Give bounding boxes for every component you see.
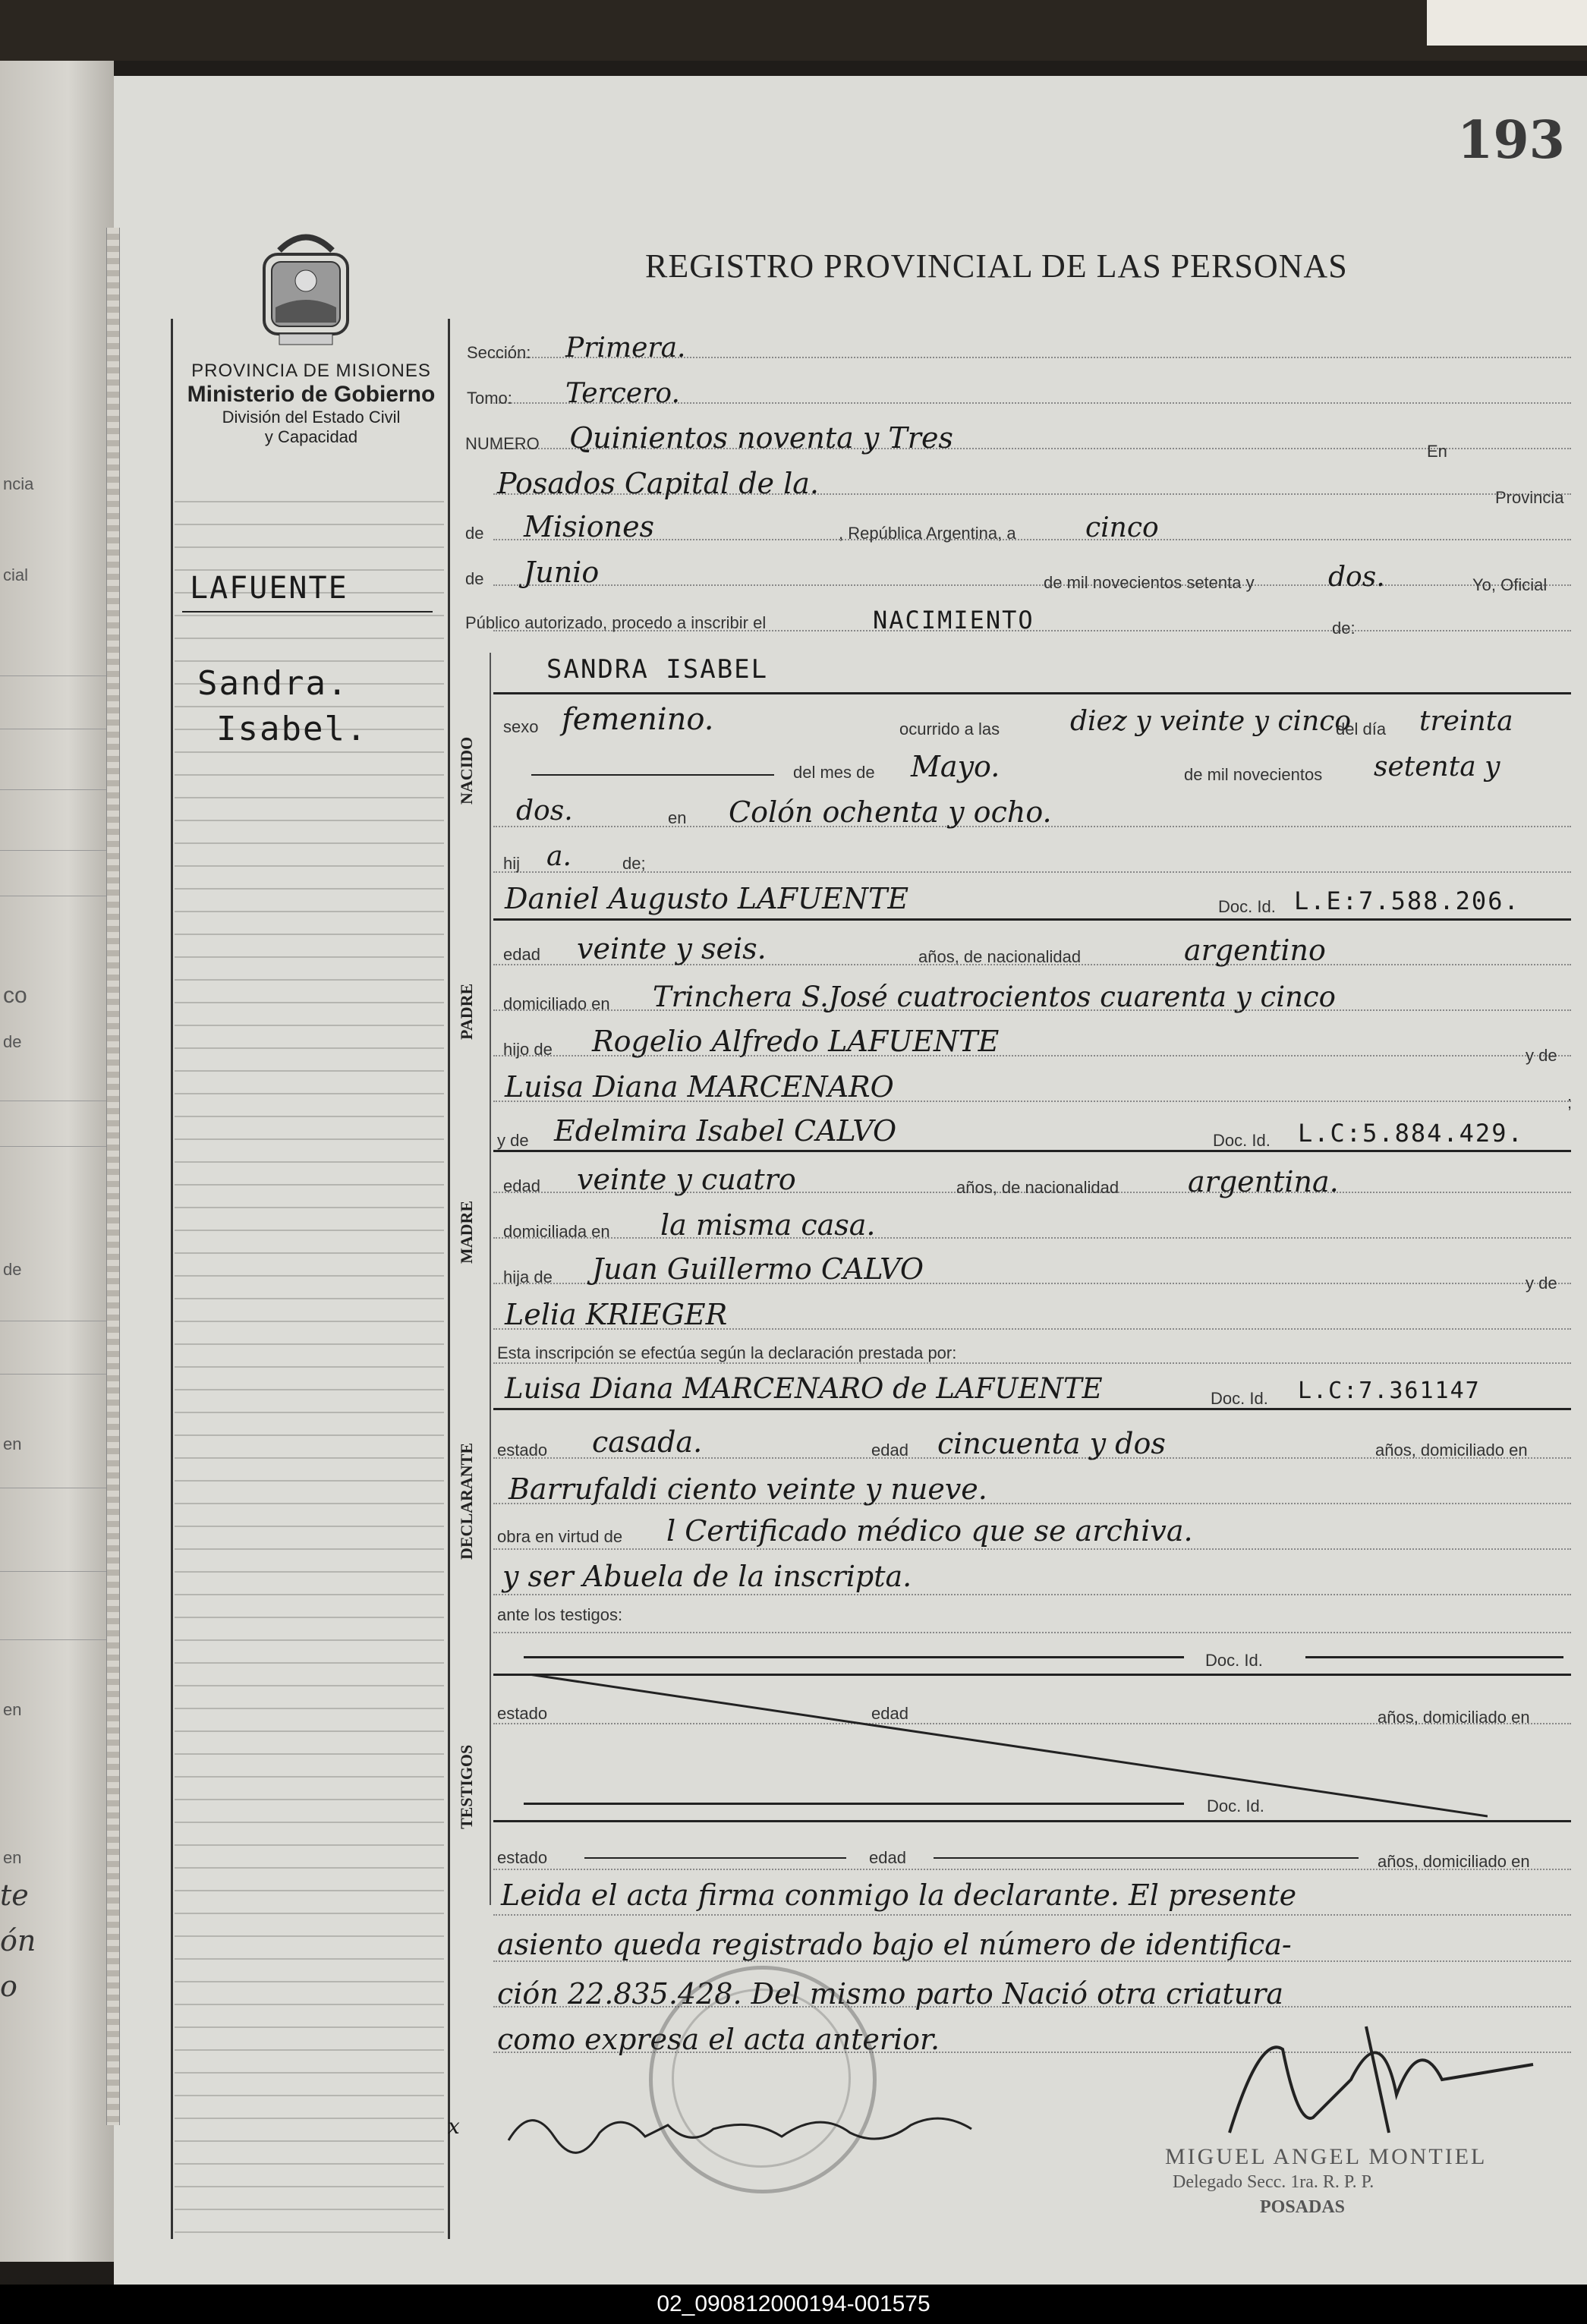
margin-ruled-line xyxy=(175,1753,444,1755)
margin-ruled-line xyxy=(175,1480,444,1482)
y-de-label-2: y de xyxy=(1526,1274,1557,1293)
margin-ruled-line xyxy=(175,1730,444,1732)
de-label: de xyxy=(465,524,484,543)
margin-ruled-line xyxy=(175,1617,444,1618)
surname-underline xyxy=(182,611,433,612)
en-label: En xyxy=(1427,442,1447,461)
madre-padre: Juan Guillermo CALVO xyxy=(592,1252,924,1286)
doc-id-label-4: Doc. Id. xyxy=(1205,1651,1263,1670)
margin-ruled-line xyxy=(175,660,444,662)
province-crest-icon xyxy=(257,228,355,349)
margin-surname: LAFUENTE xyxy=(190,571,348,606)
esta-inscripcion-label: Esta inscripción se efectúa según la declaración prestada por: xyxy=(497,1343,957,1362)
margin-ruled-line xyxy=(175,615,444,616)
left-page-word: de xyxy=(3,1032,22,1051)
margin-given-2: Isabel. xyxy=(216,710,368,748)
declarante-obra: l Certificado médico que se archiva. xyxy=(666,1514,1193,1548)
section-madre: MADRE xyxy=(457,1200,476,1264)
provincia-label: Provincia xyxy=(1495,488,1564,507)
margin-ruled-line xyxy=(175,1548,444,1550)
hij-suffix-value: a. xyxy=(546,841,572,872)
margin-ruled-line xyxy=(175,1958,444,1960)
numero-value: Quinientos noventa y Tres xyxy=(569,421,953,455)
margin-ruled-line xyxy=(175,2049,444,2051)
margin-ruled-line xyxy=(175,1184,444,1186)
margin-ruled-line xyxy=(175,1002,444,1003)
anos-dom-label-2: años, domiciliado en xyxy=(1378,1708,1530,1727)
sexo-value: femenino. xyxy=(562,702,714,737)
background-top xyxy=(0,0,1587,61)
official-city: POSADAS xyxy=(1260,2197,1346,2217)
note-line-4: como expresa el acta anterior. xyxy=(497,2023,940,2056)
margin-ruled-line xyxy=(175,1822,444,1823)
page-number: 193 xyxy=(1457,110,1565,171)
margin-ruled-line xyxy=(175,1230,444,1231)
page-title: REGISTRO PROVINCIAL DE LAS PERSONAS xyxy=(645,247,1348,285)
edad-label-3: edad xyxy=(871,1441,908,1460)
mes-nac-value: Mayo. xyxy=(911,750,1000,783)
dia-value: cinco xyxy=(1085,512,1159,543)
form-dotted-line xyxy=(493,584,1571,586)
rule xyxy=(584,1857,846,1859)
province-name: PROVINCIA DE MISIONES xyxy=(191,361,431,381)
margin-ruled-line xyxy=(175,774,444,776)
margin-ruled-line xyxy=(175,1275,444,1277)
y-de-label: y de xyxy=(1526,1046,1557,1065)
margin-ruled-line xyxy=(175,1321,444,1322)
anos-dom-label: años, domiciliado en xyxy=(1375,1441,1528,1460)
rule xyxy=(1305,1656,1563,1658)
margin-ruled-line xyxy=(175,1890,444,1891)
issuer-block xyxy=(171,361,452,447)
left-page-word: en xyxy=(3,1848,22,1867)
left-page-word: ncia xyxy=(3,474,34,493)
edad-label-4: edad xyxy=(871,1704,908,1723)
margin-ruled-line xyxy=(175,1434,444,1436)
section-padre: PADRE xyxy=(457,983,476,1040)
margin-ruled-line xyxy=(175,2095,444,2096)
dia-nac-value: treinta xyxy=(1419,706,1513,737)
doc-id-label-5: Doc. Id. xyxy=(1207,1797,1264,1815)
de-label-3: de; xyxy=(622,854,646,873)
declarante-obra-2: y ser Abuela de la inscripta. xyxy=(502,1560,912,1593)
margin-ruled-line xyxy=(175,2209,444,2210)
margin-ruled-line xyxy=(175,979,444,981)
margin-ruled-line xyxy=(175,1526,444,1527)
hij-label: hij xyxy=(503,854,521,873)
declarante-edad: cincuenta y dos xyxy=(937,1427,1166,1460)
margin-ruled-line xyxy=(175,1913,444,1914)
margin-ruled-line xyxy=(175,1776,444,1778)
acto-value: NACIMIENTO xyxy=(873,606,1034,635)
doc-id-label: Doc. Id. xyxy=(1218,897,1276,916)
lugar-value: Posados Capital de la. xyxy=(497,467,819,500)
hora-value: diez y veinte y cinco xyxy=(1070,706,1352,737)
domiciliado-label: domiciliado en xyxy=(503,994,610,1013)
margin-ruled-line xyxy=(175,638,444,639)
padre-nombre: Daniel Augusto LAFUENTE xyxy=(505,882,909,915)
margin-ruled-line xyxy=(175,706,444,707)
margin-ruled-line xyxy=(175,842,444,844)
declarante-dom: Barrufaldi ciento veinte y nueve. xyxy=(509,1472,987,1506)
left-page-edge xyxy=(0,61,114,2262)
edad-label: edad xyxy=(503,945,540,964)
margin-ruled-line xyxy=(175,1252,444,1254)
form-dotted-line xyxy=(493,1548,1571,1550)
image-id-footer: 02_090812000194-001575 xyxy=(0,2285,1587,2324)
form-dotted-line xyxy=(493,871,1571,873)
margin-ruled-line xyxy=(175,2163,444,2165)
declarante-estado: casada. xyxy=(592,1425,703,1459)
margin-ruled-line xyxy=(175,1662,444,1664)
del-dia-label: del día xyxy=(1336,720,1387,738)
margin-ruled-line xyxy=(175,1981,444,1982)
tomo-label: Tomo: xyxy=(467,389,512,408)
margin-ruled-line xyxy=(175,2186,444,2187)
seccion-label: Sección: xyxy=(467,343,531,362)
official-role: Delegado Secc. 1ra. R. P. P. xyxy=(1173,2172,1374,2192)
note-line-1: Leida el acta firma conmigo la declarante. El presente xyxy=(501,1878,1297,1912)
margin-ruled-line xyxy=(175,1093,444,1094)
form-dotted-line xyxy=(493,1632,1571,1633)
note-line-3: ción 22.835.428. Del mismo parto Nació otra criatura xyxy=(497,1977,1284,2011)
de-colon-label: de: xyxy=(1332,619,1356,638)
margin-ruled-line xyxy=(175,546,444,548)
margin-ruled-line xyxy=(175,501,444,502)
left-page-word: en xyxy=(3,1434,22,1453)
seccion-value: Primera. xyxy=(565,332,686,364)
estado-label: estado xyxy=(497,1441,548,1460)
madre-nac: argentina. xyxy=(1188,1165,1339,1198)
paper-edge xyxy=(1427,0,1587,46)
margin-ruled-line xyxy=(175,524,444,525)
margin-ruled-line xyxy=(175,2026,444,2028)
margin-right-rule xyxy=(448,319,450,2239)
sexo-label: sexo xyxy=(503,717,539,736)
madre-madre: Lelia KRIEGER xyxy=(505,1298,728,1331)
hija-de-label: hija de xyxy=(503,1267,553,1286)
estado-label-2: estado xyxy=(497,1704,548,1723)
y-de-label-start: y de xyxy=(497,1131,529,1150)
form-dotted-line xyxy=(493,1914,1571,1916)
padre-doc: L.E:7.588.206. xyxy=(1294,886,1520,915)
section-declarante: DECLARANTE xyxy=(457,1442,476,1560)
padre-edad: veinte y seis. xyxy=(577,932,767,965)
de-label-2: de xyxy=(465,569,484,588)
official-signature-icon xyxy=(1214,2004,1541,2140)
margin-ruled-line xyxy=(175,820,444,821)
padre-madre: Luisa Diana MARCENARO xyxy=(505,1070,894,1104)
left-page-word: ón xyxy=(0,1924,36,1957)
anio-nac-value-1: setenta y xyxy=(1374,751,1500,783)
margin-ruled-line xyxy=(175,1867,444,1869)
estado-label-3: estado xyxy=(497,1848,548,1867)
declarante-nombre: Luisa Diana MARCENARO de LAFUENTE xyxy=(505,1372,1103,1405)
rule xyxy=(493,918,1571,921)
margin-ruled-line xyxy=(175,1389,444,1390)
margin-ruled-line xyxy=(175,1025,444,1026)
margin-ruled-line xyxy=(175,934,444,935)
edad-label-2: edad xyxy=(503,1176,540,1195)
de-mil-label-2: de mil novecientos xyxy=(1184,765,1323,784)
anos-nac-label: años, de nacionalidad xyxy=(918,947,1082,966)
margin-ruled-line xyxy=(175,797,444,798)
margin-ruled-line xyxy=(175,865,444,867)
rule xyxy=(524,1656,1184,1658)
padre-dom: Trinchera S.José cuatrocientos cuarenta y cinco xyxy=(653,981,1336,1013)
edad-label-5: edad xyxy=(869,1848,906,1867)
form-dotted-line xyxy=(493,539,1571,540)
margin-ruled-line xyxy=(175,2004,444,2005)
numero-label: NUMERO xyxy=(465,434,540,453)
signature-mark: x xyxy=(448,2114,460,2139)
form-dotted-line xyxy=(493,1594,1571,1595)
mes-value: Junio xyxy=(524,556,600,589)
margin-ruled-line xyxy=(175,1070,444,1072)
margin-ruled-line xyxy=(175,1685,444,1686)
de-mil-label: de mil novecientos setenta y xyxy=(1044,573,1255,592)
margin-ruled-line xyxy=(175,1639,444,1641)
declarant-signature-icon xyxy=(501,2095,1002,2163)
margin-ruled-line xyxy=(175,1457,444,1459)
lugar-nac-value: Colón ochenta y ocho. xyxy=(729,795,1052,829)
margin-ruled-line xyxy=(175,2118,444,2119)
section-rule xyxy=(490,653,491,1905)
margin-ruled-line xyxy=(175,2072,444,2074)
left-page-word: cial xyxy=(3,565,29,584)
division-line-1: División del Estado Civil xyxy=(222,408,401,427)
anio-nac-value-2: dos. xyxy=(516,795,573,827)
ante-label: ante los testigos: xyxy=(497,1605,623,1624)
nacido-nombre: SANDRA ISABEL xyxy=(546,654,769,685)
margin-ruled-line xyxy=(175,2231,444,2233)
binding-cord xyxy=(106,228,120,2125)
ministry-name: Ministerio de Gobierno xyxy=(187,382,436,407)
padre-nac: argentino xyxy=(1184,934,1326,967)
tomo-value: Tercero. xyxy=(565,378,680,409)
margin-given-1: Sandra. xyxy=(197,664,349,703)
margin-ruled-line xyxy=(175,956,444,958)
anio-value: dos. xyxy=(1328,562,1385,593)
margin-ruled-line xyxy=(175,1412,444,1413)
margin-ruled-line xyxy=(175,1298,444,1299)
obra-label: obra en virtud de xyxy=(497,1527,623,1546)
margin-ruled-line xyxy=(175,1116,444,1117)
margin-left-rule xyxy=(171,319,173,2239)
margin-ruled-line xyxy=(175,1366,444,1368)
left-page-word: de xyxy=(3,1260,22,1279)
madre-doc: L.C:5.884.429. xyxy=(1298,1119,1524,1148)
doc-id-label-2: Doc. Id. xyxy=(1213,1131,1271,1150)
margin-ruled-line xyxy=(175,1594,444,1595)
rule xyxy=(493,692,1571,694)
madre-nombre: Edelmira Isabel CALVO xyxy=(554,1114,897,1148)
left-page-word: en xyxy=(3,1700,22,1719)
padre-padre: Rogelio Alfredo LAFUENTE xyxy=(592,1025,1000,1058)
form-dotted-line xyxy=(493,1237,1571,1239)
republica-label: , República Argentina, a xyxy=(839,524,1016,543)
domiciliada-label: domiciliada en xyxy=(503,1222,610,1241)
margin-ruled-line xyxy=(175,1047,444,1049)
declarante-doc: L.C:7.361147 xyxy=(1298,1378,1481,1404)
en-label-2: en xyxy=(668,808,687,827)
division-line-2: y Capacidad xyxy=(264,427,358,446)
anos-dom-label-3: años, domiciliado en xyxy=(1378,1852,1530,1871)
left-page-word: o xyxy=(0,1970,17,2003)
yo-oficial-label: Yo, Oficial xyxy=(1472,575,1548,594)
rule xyxy=(493,1408,1571,1410)
publico-label: Público autorizado, procedo a inscribir el xyxy=(465,613,767,632)
left-page-word: co xyxy=(3,983,27,1008)
margin-ruled-line xyxy=(175,888,444,890)
margin-ruled-line xyxy=(175,1571,444,1573)
cancelled-line-icon xyxy=(524,1674,1488,1818)
margin-ruled-line xyxy=(175,1207,444,1208)
rule xyxy=(493,1150,1571,1152)
note-line-2: asiento queda registrado bajo el número de identifica- xyxy=(497,1928,1292,1961)
del-mes-label: del mes de xyxy=(793,763,875,782)
margin-ruled-line xyxy=(175,751,444,753)
left-page-word: te xyxy=(0,1878,29,1912)
official-name: MIGUEL ANGEL MONTIEL xyxy=(1165,2144,1488,2169)
margin-ruled-line xyxy=(175,1844,444,1846)
rule xyxy=(934,1857,1359,1859)
section-nacido: NACIDO xyxy=(457,736,476,805)
rule xyxy=(531,774,774,776)
rule xyxy=(524,1803,1184,1805)
provincia-value: Misiones xyxy=(524,510,655,543)
doc-id-label-3: Doc. Id. xyxy=(1211,1389,1268,1408)
semicolon: ; xyxy=(1567,1093,1573,1112)
margin-ruled-line xyxy=(175,1138,444,1140)
hijo-de-label: hijo de xyxy=(503,1040,553,1059)
margin-ruled-line xyxy=(175,1708,444,1709)
ocurrido-label: ocurrido a las xyxy=(899,720,1000,738)
madre-dom: la misma casa. xyxy=(660,1208,876,1242)
section-testigos: TESTIGOS xyxy=(457,1744,476,1829)
margin-ruled-line xyxy=(175,1935,444,1937)
margin-ruled-line xyxy=(175,1799,444,1800)
margin-ruled-line xyxy=(175,1343,444,1345)
margin-ruled-line xyxy=(175,911,444,912)
madre-edad: veinte y cuatro xyxy=(577,1163,796,1196)
anos-nac-label-2: años, de nacionalidad xyxy=(956,1178,1119,1197)
margin-ruled-line xyxy=(175,1503,444,1504)
margin-ruled-line xyxy=(175,1161,444,1163)
rule xyxy=(493,1820,1571,1822)
margin-ruled-line xyxy=(175,2140,444,2142)
